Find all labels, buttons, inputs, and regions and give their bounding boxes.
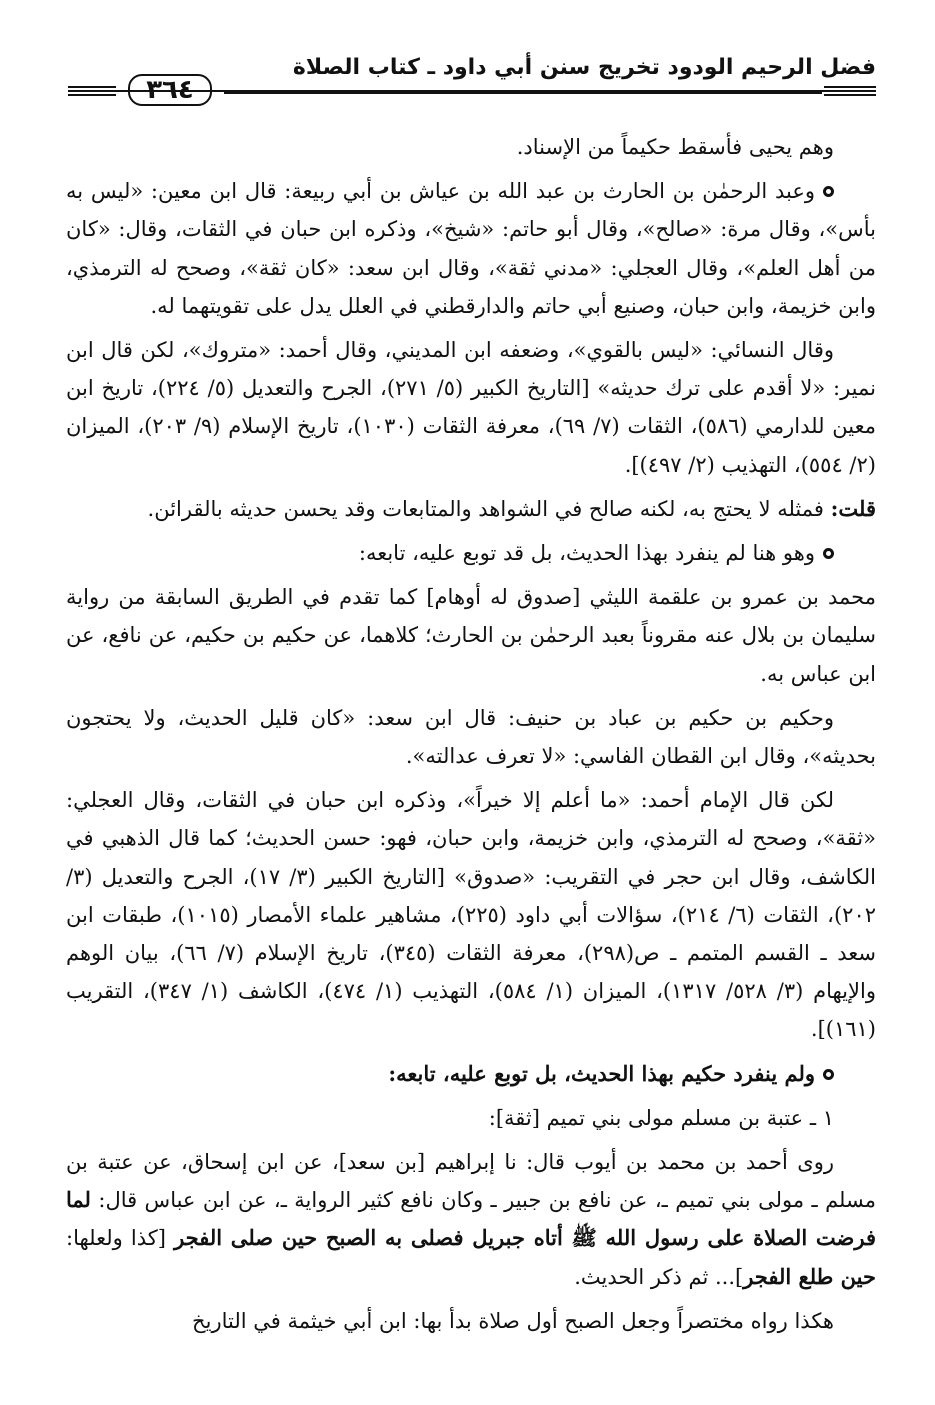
paragraph xyxy=(66,781,876,1048)
bullet-icon xyxy=(823,1069,834,1080)
paragraph xyxy=(66,490,876,528)
paragraph-text: محمد بن عمرو بن علقمة الليثي [صدوق له أوهام] كما تقدم في الطريق السابقة من رواية سليمان بن بلال عنه مقروناً بعبد الرحمٰن بن الحارث؛ كلاهما، عن حكيم بن حكيم، عن نافع، عن ابن عباس به. xyxy=(66,585,876,686)
ornament-rule xyxy=(224,92,822,94)
paragraph-text: وقال النسائي: «ليس بالقوي»، وضعفه ابن المديني، وقال أحمد: «متروك»، لكن قال ابن نمير: «لا أقدم على ترك حديثه» [التاريخ الكبير (٥/ ٢٧١)، الجرح والتعديل (٥/ ٢٢٤)، تاريخ ابن معين للدارمي (٥٨٦)، الثقات (٧/ ٦٩)، معرفة الثقات (١٠٣٠)، تاريخ الإسلام (٩/ ٢٠٣)، الميزان (٢/ ٥٥٤)، التهذيب (٢/ ٤٩٧)]. xyxy=(66,338,876,477)
ornament-double-line-right xyxy=(824,86,876,98)
hadith-text: لما فرضت الصلاة على رسول الله ﷺ أتاه جبريل فصلى به الصبح حين صلى الفجر xyxy=(66,1187,876,1251)
paragraph xyxy=(66,1099,876,1137)
paragraph xyxy=(66,699,876,775)
paragraph xyxy=(66,1143,876,1296)
page-number-text: ٣٦٤ xyxy=(146,75,194,105)
paragraph-text: ]... ثم ذكر الحديث. xyxy=(574,1264,744,1289)
paragraph-text: فمثله لا يحتج به، لكنه صالح في الشواهد والمتابعات وقد يحسن حديثه بالقرائن. xyxy=(147,496,831,521)
paragraph-text: [كذا ولعلها: xyxy=(66,1226,175,1251)
page-number xyxy=(118,72,222,108)
paragraph-text: هكذا رواه مختصراً وجعل الصبح أول صلاة بدأ بها: ابن أبي خيثمة في التاريخ xyxy=(192,1308,834,1333)
paragraph-text: ولم ينفرد حكيم بهذا الحديث، بل توبع عليه، تابعه: xyxy=(388,1060,815,1086)
paragraph-text: لكن قال الإمام أحمد: «ما أعلم إلا خيراً»، وذكره ابن حبان في الثقات، وقال العجلي: «ثقة»، وصحح له الترمذي، وابن خزيمة، وابن حبان، فهو: حسن الحديث؛ كما قال الذهبي في الكاشف، وقال ابن حجر في التقريب: «صدوق» [التاريخ الكبير (٣/ ١٧)، الجرح والتعديل (٣/ ٢٠٢)، الثقات (٦/ ٢١٤)، سؤالات أبي داود (٢٢٥)، مشاهير علماء الأمصار (١٠١٥)، طبقات ابن سعد ـ القسم المتمم ـ ص(٢٩٨)، معرفة الثقات (٣٤٥)، تاريخ الإسلام (٧/ ٦٦)، بيان الوهم والإيهام (٣/ ٥٢٨/ ١٣١٧)، الميزان (١/ ٥٨٤)، التهذيب (١/ ٤٧٤)، الكاشف (١/ ٣٤٧)، التقريب (١٦١)]. xyxy=(66,788,877,1042)
ornament-double-line-left xyxy=(68,86,116,98)
paragraph xyxy=(66,1055,876,1093)
bullet-icon xyxy=(823,186,834,197)
paragraph xyxy=(66,331,876,484)
paragraph-text: وهم يحيى فأسقط حكيماً من الإسناد. xyxy=(516,135,834,159)
hadith-text: حين طلع الفجر xyxy=(743,1263,876,1289)
page-number-ornament xyxy=(0,72,935,112)
paragraph-text: وحكيم بن حكيم بن عباد بن حنيف: قال ابن سعد: «كان قليل الحديث، ولا يحتجون بحديثه»، وقال ابن القطان الفاسي: «لا تعرف عدالته». xyxy=(66,705,876,769)
paragraph xyxy=(66,128,876,166)
qult-label: قلت: xyxy=(830,495,876,521)
paragraph-text: وهو هنا لم ينفرد بهذا الحديث، بل قد توبع عليه، تابعه: xyxy=(358,541,815,566)
paragraph xyxy=(66,1302,876,1340)
paragraph xyxy=(66,172,876,325)
running-title: فضل الرحيم الودود تخريج سنن أبي داود ـ كتاب الصلاة xyxy=(292,55,876,80)
paragraph-text: روى أحمد بن محمد بن أيوب قال: نا إبراهيم [بن سعد]، عن ابن إسحاق، عن عتبة بن مسلم ـ مولى بني تميم ـ، عن نافع بن جبير ـ وكان نافع كثير الرواية ـ، عن ابن عباس قال: xyxy=(66,1150,876,1213)
paragraph xyxy=(66,578,876,693)
paragraph-text: وعبد الرحمٰن بن الحارث بن عبد الله بن عياش بن أبي ربيعة: قال ابن معين: «ليس به بأس»، وقال مرة: «صالح»، وقال أبو حاتم: «شيخ»، وذكره ابن حبان في الثقات، وقال: «كان من أهل العلم»، وقال العجلي: «مدني ثقة»، وقال ابن سعد: «كان ثقة»، وصحح له الترمذي، وابن خزيمة، وابن حبان، وصنيع أبي حاتم والدارقطني في العلل يدل على تقويتهما له. xyxy=(66,179,876,318)
paragraph-text: ١ ـ عتبة بن مسلم مولى بني تميم [ثقة]: xyxy=(488,1105,834,1130)
bullet-icon xyxy=(823,548,834,559)
page-body xyxy=(66,128,876,1346)
paragraph xyxy=(66,534,876,572)
